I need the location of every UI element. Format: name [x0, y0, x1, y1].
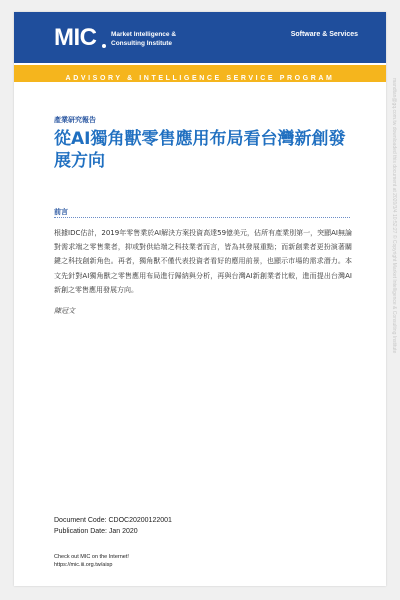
report-title: 從AI獨角獸零售應用布局看台灣新創發展方向	[54, 129, 346, 171]
org-name-line1: Market Intelligence &	[111, 31, 177, 38]
report-type-label: 產業研究報告	[54, 116, 96, 124]
program-band	[14, 65, 386, 82]
report-category: Software & Services	[290, 31, 358, 38]
report-page	[14, 12, 386, 586]
author-name: 陳冠文	[54, 307, 75, 315]
footer-url[interactable]: https://mic.iii.org.tw/aisp	[54, 562, 113, 568]
mic-logo: MIC	[54, 24, 97, 51]
document-code: Document Code: CDOC20200122001	[54, 517, 172, 524]
program-band-text: ADVISORY & INTELLIGENCE SERVICE PROGRAM	[65, 75, 335, 82]
report-header	[14, 12, 386, 63]
logo-dot-icon	[102, 44, 106, 48]
download-watermark: mandtan@gq.com.tw downloaded this document at 2020/3/4 10:52:27 © Copyright Market Intelligence & Consulting Institute	[391, 78, 397, 354]
org-name	[111, 30, 176, 48]
footer-line1: Check out MIC on the Internet!	[54, 554, 129, 560]
footer-note	[54, 553, 129, 569]
document-meta	[54, 515, 172, 537]
preface-body: 根據IDC估計，2019年零售業於AI解決方案投資高達59億美元，佔所有產業別第一，突顯AI無論對需求端之零售業者，抑或對供給端之科技業者而言，皆為其發展重點；而新創業者更扮演著關鍵之科技創新角色。再者，獨角獸不僅代表投資者看好的應用前景，也顯示市場的需求潛力。本文先針對AI獨角獸之零售應用布局進行歸納與分析，再與台灣AI新創業者比較，進而提出台灣AI新創之零售應用發展方向。	[54, 229, 352, 294]
org-name-line2: Consulting Institute	[111, 40, 173, 47]
section-divider	[54, 217, 350, 218]
preface-heading: 前言	[54, 208, 68, 216]
publication-date: Publication Date: Jan 2020	[54, 528, 138, 535]
